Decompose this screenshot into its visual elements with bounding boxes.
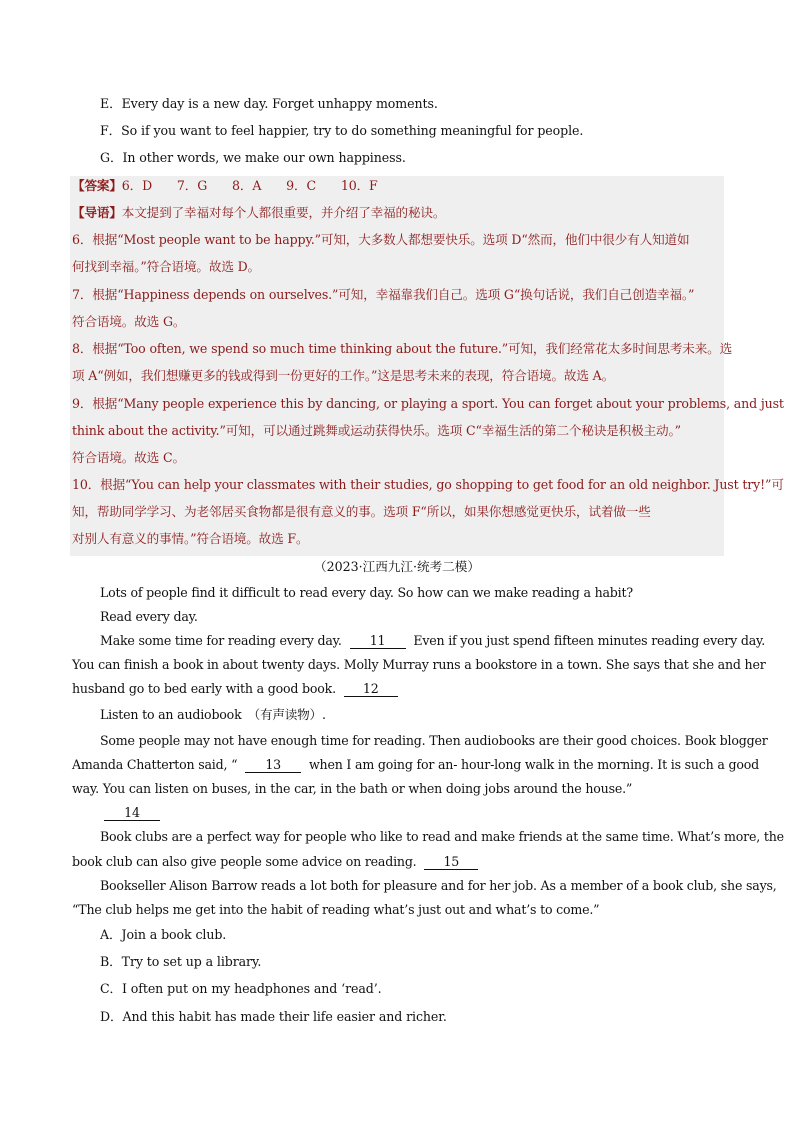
passage-line: Bookseller Alison Barrow reads a lot both for pleasure and for her job. As a member of a book club, she says, <box>100 878 777 893</box>
option-text: In other words, we make our own happiness. <box>122 150 406 165</box>
explain-line: 9．根据“Many people experience this by dancing, or playing a sport. You can forget about your problems, and just <box>72 396 784 411</box>
answer-label: 【答案】 <box>72 178 122 193</box>
blank-13[interactable]: 13 <box>245 758 301 773</box>
option-letter: C． <box>100 981 123 996</box>
passage-text: Make some time for reading every day. <box>100 633 342 648</box>
passage-line: “The club helps me get into the habit of reading what’s just out and what’s to come.” <box>72 902 600 917</box>
explain-line: 符合语境。故选 G。 <box>72 314 186 329</box>
option-d <box>100 1009 447 1025</box>
option-text: Try to set up a library. <box>121 954 262 969</box>
explain-line: 8．根据“Too often, we spend so much time thinking about the future.”可知，我们经常花太多时间思考未来。选 <box>72 341 733 356</box>
passage-heading: Listen to an audiobook （有声读物）. <box>100 707 326 722</box>
explain-line: 10．根据“You can help your classmates with their studies, go shopping to get food for an old neighbor. Just try!”可 <box>72 477 784 492</box>
passage-line <box>72 681 722 697</box>
passage-heading: Read every day. <box>100 609 198 624</box>
option-e <box>100 96 438 112</box>
passage-text: Even if you just spend fifteen minutes reading every day. <box>413 633 766 648</box>
option-g <box>100 150 406 166</box>
passage-line: Some people may not have enough time for reading. Then audiobooks are their good choices. Book blogger <box>100 733 768 748</box>
passage-text: book club can also give people some advice on reading. <box>72 854 417 869</box>
explain-line: 7．根据“Happiness depends on ourselves.”可知，幸福靠我们自己。选项 G“换句话说，我们自己创造幸福。” <box>72 287 695 302</box>
option-a <box>100 927 226 943</box>
option-b <box>100 954 261 970</box>
option-f <box>100 123 583 139</box>
option-text: And this habit has made their life easier and richer. <box>122 1009 447 1024</box>
option-c <box>100 981 382 997</box>
question-source: （2023·江西九江·统考二模） <box>314 559 480 574</box>
blank-15[interactable]: 15 <box>424 855 478 870</box>
passage-text: husband go to bed early with a good book. <box>72 681 336 696</box>
blank-14[interactable]: 14 <box>104 806 160 821</box>
blank-11[interactable]: 11 <box>350 634 406 649</box>
passage-line: You can finish a book in about twenty days. Molly Murray runs a bookstore in a town. She says that she and her <box>72 657 766 672</box>
passage-text: Amanda Chatterton said, “ <box>72 757 238 772</box>
explain-line: 知，帮助同学学习、为老邻居买食物都是很有意义的事。选项 F“所以，如果你想感觉更快乐，试着做一些 <box>72 504 651 519</box>
explain-line: 符合语境。故选 C。 <box>72 450 185 465</box>
explain-line: 何找到幸福。”符合语境。故选 D。 <box>72 259 261 274</box>
passage-text: when I am going for an- hour-long walk in the morning. It is such a good <box>308 757 759 772</box>
option-letter: G． <box>100 150 123 165</box>
guide-label: 【导语】 <box>72 205 122 220</box>
option-text: Join a book club. <box>121 927 227 942</box>
passage-line <box>72 757 759 773</box>
answer-line <box>72 178 378 194</box>
option-letter: F． <box>100 123 122 138</box>
blank-12[interactable]: 12 <box>344 682 398 697</box>
option-letter: D． <box>100 1009 123 1024</box>
passage-line <box>72 854 722 870</box>
explain-line: 项 A“例如，我们想赚更多的钱或得到一份更好的工作。”这是思考未来的表现，符合语境。故选 A。 <box>72 368 615 383</box>
option-letter: A． <box>100 927 122 942</box>
guide-text: 本文提到了幸福对每个人都很重要，并介绍了幸福的秘诀。 <box>121 205 446 220</box>
option-letter: E． <box>100 96 122 111</box>
explain-line: think about the activity.”可知，可以通过跳舞或运动获得快乐。选项 C“幸福生活的第二个秘诀是积极主动。” <box>72 423 681 438</box>
explain-line: 对别人有意义的事情。”符合语境。故选 F。 <box>72 531 309 546</box>
answer-items: 6．D 7．G 8．A 9．C 10．F <box>121 178 378 193</box>
passage-paragraph: Lots of people find it difficult to read every day. So how can we make reading a habit? <box>100 585 633 600</box>
explain-line: 6．根据“Most people want to be happy.”可知，大多数人都想要快乐。选项 D“然而，他们中很少有人知道如 <box>72 232 690 247</box>
option-text: I often put on my headphones and ‘read’. <box>122 981 382 996</box>
passage-line: way. You can listen on buses, in the car, in the bath or when doing jobs around the house.” <box>72 781 633 796</box>
option-text: So if you want to feel happier, try to do something meaningful for people. <box>121 123 584 138</box>
option-text: Every day is a new day. Forget unhappy moments. <box>121 96 438 111</box>
passage-line: Book clubs are a perfect way for people who like to read and make friends at the same time. What’s more, the <box>100 829 784 844</box>
guide-line <box>72 205 445 221</box>
option-letter: B． <box>100 954 122 969</box>
passage-line <box>100 805 750 821</box>
passage-line <box>100 633 766 649</box>
